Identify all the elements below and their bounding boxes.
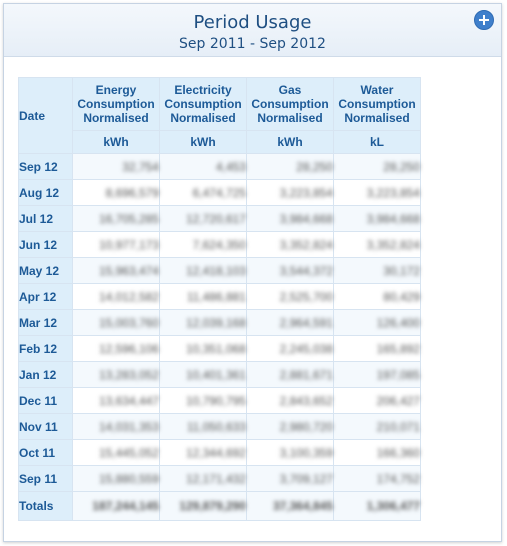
totals-value: 187,244,145 bbox=[92, 499, 159, 513]
column-header-line: Consumption bbox=[338, 97, 416, 111]
row-value: 3,984,668 bbox=[279, 211, 333, 226]
panel-title: Period Usage bbox=[193, 12, 312, 33]
row-value: 3,352,824 bbox=[366, 237, 420, 252]
row-value: 16,705,285 bbox=[98, 211, 159, 226]
row-date: Dec 11 bbox=[19, 388, 73, 414]
row-value-cell bbox=[334, 388, 421, 414]
row-value-cell bbox=[73, 336, 160, 362]
row-date: Jul 12 bbox=[19, 206, 73, 232]
table-row bbox=[19, 206, 421, 232]
unit-header-energy: kWh bbox=[73, 131, 160, 154]
row-value: 12,344,692 bbox=[185, 445, 246, 460]
row-value-cell bbox=[73, 414, 160, 440]
row-value-cell bbox=[334, 362, 421, 388]
row-value-cell bbox=[160, 206, 247, 232]
row-value: 197,085 bbox=[376, 367, 420, 382]
row-value-cell bbox=[247, 180, 334, 206]
row-value-cell bbox=[73, 232, 160, 258]
row-value: 14,012,582 bbox=[98, 289, 159, 304]
row-value: 12,418,103 bbox=[185, 263, 246, 278]
row-value: 3,984,668 bbox=[366, 211, 420, 226]
row-value: 2,245,038 bbox=[279, 341, 333, 356]
row-value: 8,696,579 bbox=[105, 185, 159, 200]
row-value: 28,250 bbox=[296, 159, 333, 174]
expand-plus-icon[interactable] bbox=[474, 10, 494, 30]
row-value: 13,283,052 bbox=[98, 367, 159, 382]
column-header-line: Consumption bbox=[251, 97, 329, 111]
row-value-cell bbox=[73, 206, 160, 232]
row-value: 15,963,474 bbox=[98, 263, 159, 278]
row-value: 80,429 bbox=[383, 289, 420, 304]
row-value: 2,525,700 bbox=[279, 289, 333, 304]
row-value-cell bbox=[73, 362, 160, 388]
unit-header-electricity: kWh bbox=[160, 131, 247, 154]
row-value-cell bbox=[73, 466, 160, 492]
row-value: 32,754 bbox=[122, 159, 159, 174]
row-value-cell bbox=[160, 232, 247, 258]
column-header-water bbox=[334, 78, 421, 131]
row-value-cell bbox=[334, 414, 421, 440]
panel-subtitle: Sep 2011 - Sep 2012 bbox=[179, 36, 326, 52]
row-value: 2,843,652 bbox=[279, 393, 333, 408]
row-value: 165,892 bbox=[376, 341, 420, 356]
row-date: Oct 11 bbox=[19, 440, 73, 466]
totals-value-cell bbox=[334, 492, 421, 521]
unit-header-gas: kWh bbox=[247, 131, 334, 154]
row-value: 3,223,854 bbox=[366, 185, 420, 200]
row-date: Sep 11 bbox=[19, 466, 73, 492]
row-value-cell bbox=[334, 284, 421, 310]
column-header-line: Gas bbox=[278, 83, 302, 97]
row-date: Sep 12 bbox=[19, 154, 73, 180]
row-value: 3,709,127 bbox=[279, 471, 333, 486]
row-value-cell bbox=[247, 466, 334, 492]
row-value-cell bbox=[247, 362, 334, 388]
row-value: 2,881,671 bbox=[279, 367, 333, 382]
row-value-cell bbox=[73, 310, 160, 336]
row-value-cell bbox=[247, 154, 334, 180]
row-value-cell bbox=[334, 440, 421, 466]
totals-value: 1,306,477 bbox=[366, 499, 420, 513]
column-header-line: Electricity bbox=[174, 83, 232, 97]
usage-table bbox=[18, 77, 421, 521]
table-row bbox=[19, 180, 421, 206]
row-value: 174,752 bbox=[376, 471, 420, 486]
totals-value: 37,364,845 bbox=[272, 499, 333, 513]
table-row bbox=[19, 310, 421, 336]
row-value: 30,172 bbox=[383, 263, 420, 278]
table-row bbox=[19, 414, 421, 440]
row-value-cell bbox=[73, 284, 160, 310]
row-value: 15,003,760 bbox=[98, 315, 159, 330]
row-date: Jun 12 bbox=[19, 232, 73, 258]
column-header-line: Consumption bbox=[77, 97, 155, 111]
row-value: 166,360 bbox=[376, 445, 420, 460]
row-value: 13,634,447 bbox=[98, 393, 159, 408]
panel-header bbox=[4, 4, 501, 57]
row-value-cell bbox=[160, 388, 247, 414]
date-column-header: Date bbox=[19, 78, 73, 154]
row-value-cell bbox=[334, 206, 421, 232]
row-value-cell bbox=[73, 258, 160, 284]
row-value-cell bbox=[160, 180, 247, 206]
row-value-cell bbox=[73, 180, 160, 206]
row-value-cell bbox=[334, 154, 421, 180]
row-value-cell bbox=[247, 232, 334, 258]
row-value-cell bbox=[334, 466, 421, 492]
column-header-line: Normalised bbox=[344, 111, 410, 125]
row-value: 6,474,725 bbox=[192, 185, 246, 200]
row-value-cell bbox=[160, 440, 247, 466]
row-date: Apr 12 bbox=[19, 284, 73, 310]
table-row bbox=[19, 284, 421, 310]
row-value: 206,427 bbox=[376, 393, 420, 408]
row-value-cell bbox=[160, 414, 247, 440]
row-value-cell bbox=[160, 466, 247, 492]
row-value: 15,445,052 bbox=[98, 445, 159, 460]
row-value-cell bbox=[160, 310, 247, 336]
row-value-cell bbox=[247, 206, 334, 232]
column-header-line: Water bbox=[360, 83, 394, 97]
column-header-gas bbox=[247, 78, 334, 131]
column-header-line: Energy bbox=[95, 83, 137, 97]
table-row bbox=[19, 154, 421, 180]
unit-row bbox=[19, 131, 421, 154]
row-value-cell bbox=[247, 310, 334, 336]
row-value-cell bbox=[247, 258, 334, 284]
column-header-line: Normalised bbox=[257, 111, 323, 125]
row-value-cell bbox=[160, 284, 247, 310]
row-value-cell bbox=[160, 336, 247, 362]
row-value: 3,544,372 bbox=[279, 263, 333, 278]
row-value-cell bbox=[247, 336, 334, 362]
row-date: Jan 12 bbox=[19, 362, 73, 388]
row-value: 11,486,881 bbox=[186, 289, 246, 304]
row-value-cell bbox=[247, 440, 334, 466]
table-body bbox=[19, 154, 421, 521]
table-row bbox=[19, 362, 421, 388]
totals-label: Totals bbox=[19, 492, 73, 521]
table-row bbox=[19, 466, 421, 492]
row-value: 3,100,359 bbox=[279, 445, 333, 460]
row-value: 7,624,350 bbox=[192, 237, 246, 252]
row-value: 15,880,559 bbox=[98, 471, 159, 486]
row-value: 28,250 bbox=[383, 159, 420, 174]
row-value-cell bbox=[247, 284, 334, 310]
row-value: 12,039,168 bbox=[185, 315, 246, 330]
column-header-line: Consumption bbox=[164, 97, 242, 111]
row-value-cell bbox=[160, 362, 247, 388]
table-row bbox=[19, 388, 421, 414]
totals-value-cell bbox=[73, 492, 160, 521]
row-value: 12,171,432 bbox=[185, 471, 246, 486]
totals-row bbox=[19, 492, 421, 521]
row-value: 10,351,068 bbox=[185, 341, 246, 356]
column-header-electricity bbox=[160, 78, 247, 131]
column-header-line: Normalised bbox=[170, 111, 236, 125]
row-value: 11,050,633 bbox=[186, 419, 246, 434]
row-value: 3,223,854 bbox=[279, 185, 333, 200]
row-value-cell bbox=[247, 414, 334, 440]
table-row bbox=[19, 440, 421, 466]
column-header-energy bbox=[73, 78, 160, 131]
row-date: Feb 12 bbox=[19, 336, 73, 362]
unit-header-water: kL bbox=[334, 131, 421, 154]
row-value-cell bbox=[73, 440, 160, 466]
table-row bbox=[19, 232, 421, 258]
row-value: 3,352,824 bbox=[279, 237, 333, 252]
row-value: 12,596,106 bbox=[98, 341, 159, 356]
row-value: 210,071 bbox=[376, 419, 420, 434]
row-value: 10,401,361 bbox=[185, 367, 246, 382]
row-value-cell bbox=[334, 180, 421, 206]
row-value: 126,400 bbox=[376, 315, 420, 330]
row-date: Aug 12 bbox=[19, 180, 73, 206]
row-value-cell bbox=[160, 258, 247, 284]
row-value-cell bbox=[73, 388, 160, 414]
totals-value: 129,879,290 bbox=[179, 499, 246, 513]
totals-value-cell bbox=[160, 492, 247, 521]
row-value: 4,453 bbox=[215, 159, 246, 174]
row-date: May 12 bbox=[19, 258, 73, 284]
row-value: 10,977,173 bbox=[98, 237, 159, 252]
period-usage-panel bbox=[3, 3, 502, 542]
row-value-cell bbox=[334, 336, 421, 362]
row-value-cell bbox=[160, 154, 247, 180]
row-value: 10,790,795 bbox=[185, 393, 246, 408]
table-row bbox=[19, 336, 421, 362]
row-value-cell bbox=[334, 258, 421, 284]
table-row bbox=[19, 258, 421, 284]
row-value-cell bbox=[334, 232, 421, 258]
row-date: Mar 12 bbox=[19, 310, 73, 336]
row-value-cell bbox=[73, 154, 160, 180]
header-row bbox=[19, 78, 421, 131]
row-value: 2,964,591 bbox=[279, 315, 333, 330]
row-value: 12,720,617 bbox=[185, 211, 246, 226]
row-value: 2,980,720 bbox=[279, 419, 333, 434]
row-date: Nov 11 bbox=[19, 414, 73, 440]
row-value-cell bbox=[247, 388, 334, 414]
totals-value-cell bbox=[247, 492, 334, 521]
column-header-line: Normalised bbox=[83, 111, 149, 125]
row-value-cell bbox=[334, 310, 421, 336]
row-value: 14,031,353 bbox=[98, 419, 159, 434]
